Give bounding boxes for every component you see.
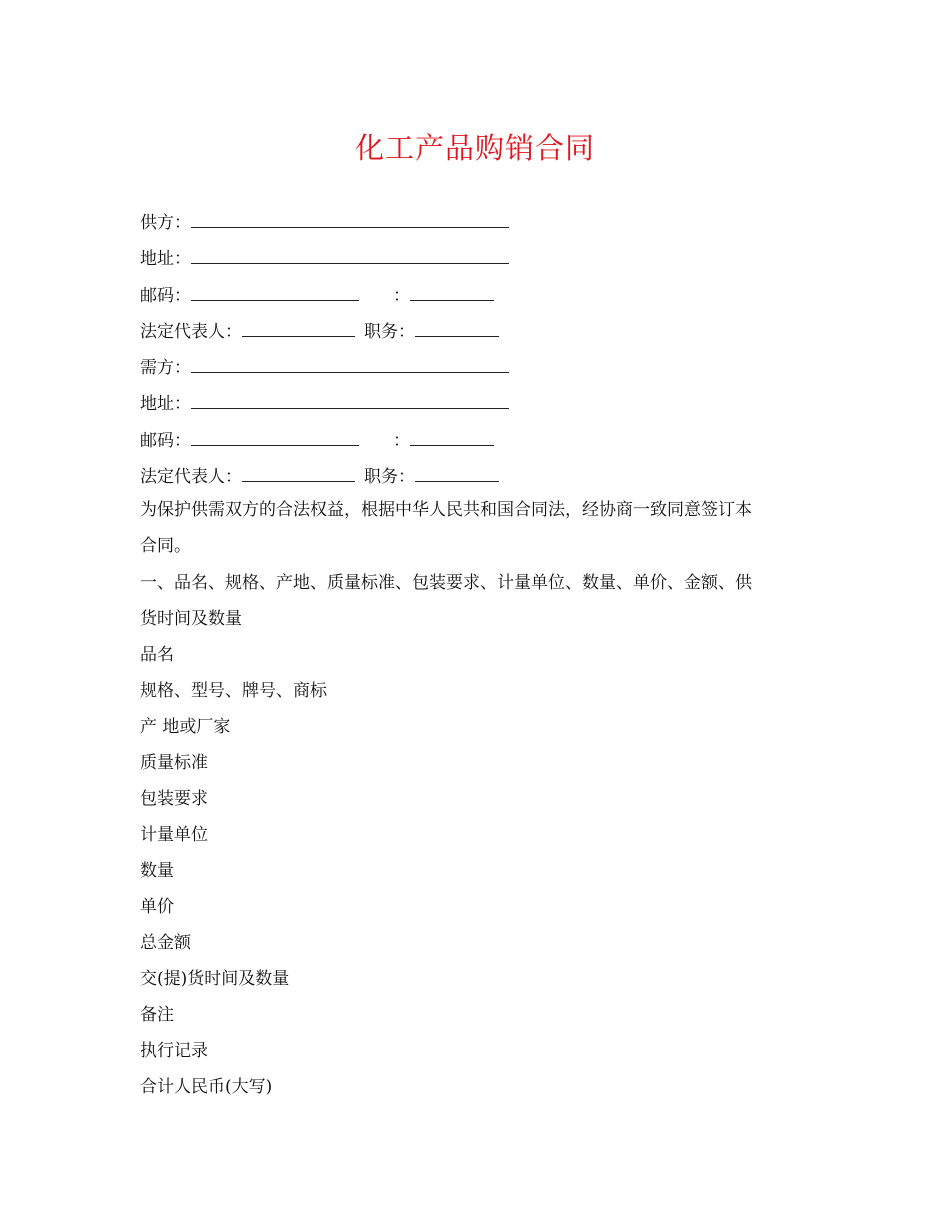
list-item: 交(提)货时间及数量 (140, 969, 290, 989)
list-item: 计量单位 (140, 825, 208, 845)
buyer-phone-blank (410, 428, 494, 446)
buyer-postcode-label: 邮码： (140, 431, 191, 451)
supplier-postcode-blank (191, 283, 359, 301)
supplier-address-line (140, 246, 509, 271)
supplier-rep-blank (242, 319, 355, 337)
supplier-phone-label: ： (393, 286, 410, 306)
list-item: 包装要求 (140, 789, 208, 809)
clause-1-heading (140, 565, 820, 637)
supplier-phone-blank (410, 283, 494, 301)
intro-line-2: 合同。 (140, 536, 191, 556)
supplier-postcode-line (140, 283, 494, 308)
buyer-postcode-line (140, 428, 494, 453)
list-item: 质量标准 (140, 753, 208, 773)
buyer-postcode-blank (191, 428, 359, 446)
list-item: 规格、型号、牌号、商标 (140, 681, 327, 701)
clause-1-line-1: 一、品名、规格、产地、质量标准、包装要求、计量单位、数量、单价、金额、供 (140, 573, 752, 593)
supplier-address-label: 地址： (140, 249, 191, 269)
buyer-rep-line (140, 464, 499, 489)
buyer-name-blank (191, 355, 509, 373)
supplier-position-blank (415, 319, 499, 337)
supplier-position-label: 职务： (364, 322, 415, 342)
supplier-postcode-label: 邮码： (140, 286, 191, 306)
document-title: 化工产品购销合同 (354, 131, 595, 165)
buyer-name-line (140, 355, 509, 380)
intro-line-1: 为保护供需双方的合法权益，根据中华人民共和国合同法，经协商一致同意签订本 (140, 500, 752, 520)
buyer-rep-label: 法定代表人： (140, 467, 242, 487)
list-item: 品名 (140, 645, 174, 665)
buyer-address-line (140, 391, 509, 416)
buyer-name-label: 需方： (140, 358, 191, 378)
list-item: 总金额 (140, 933, 191, 953)
intro-paragraph (140, 492, 820, 564)
supplier-address-blank (191, 246, 509, 264)
buyer-position-label: 职务： (364, 467, 415, 487)
buyer-address-blank (191, 391, 509, 409)
supplier-rep-line (140, 319, 499, 344)
supplier-name-label: 供方： (140, 213, 191, 233)
buyer-address-label: 地址： (140, 394, 191, 414)
list-item: 执行记录 (140, 1041, 208, 1061)
clause-1-line-2: 货时间及数量 (140, 609, 242, 629)
buyer-phone-label: ： (393, 431, 410, 451)
list-item: 产 地或厂家 (140, 717, 231, 737)
supplier-rep-label: 法定代表人： (140, 322, 242, 342)
item-list (140, 637, 820, 1105)
supplier-name-line (140, 210, 509, 235)
list-item: 数量 (140, 861, 174, 881)
buyer-position-blank (415, 464, 499, 482)
list-item: 合计人民币(大写) (140, 1077, 273, 1097)
supplier-name-blank (191, 210, 509, 228)
list-item: 备注 (140, 1005, 174, 1025)
list-item: 单价 (140, 897, 174, 917)
buyer-rep-blank (242, 464, 355, 482)
